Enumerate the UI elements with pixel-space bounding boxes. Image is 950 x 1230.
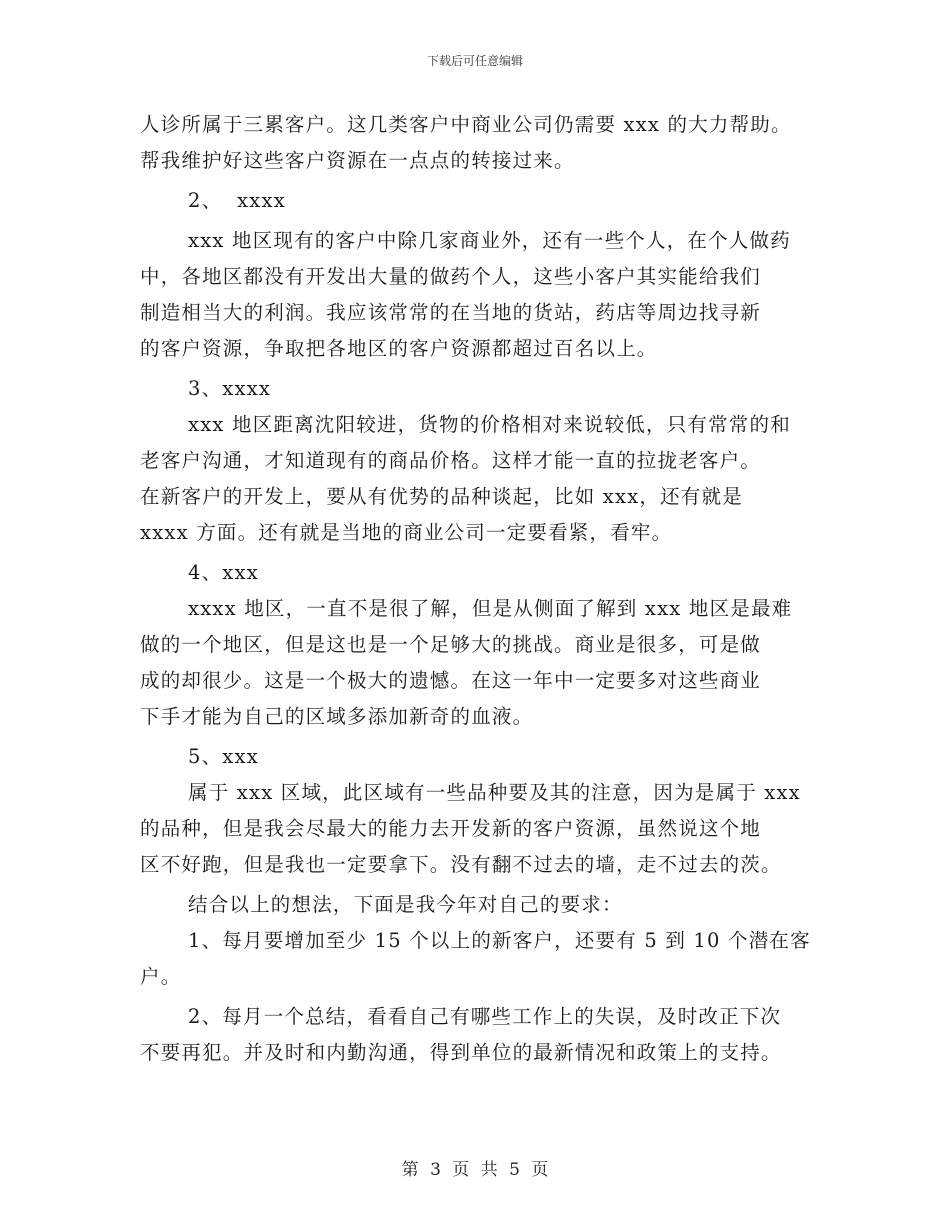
text-line: 人诊所属于三累客户。这几类客户中商业公司仍需要 xxx 的大力帮助。 bbox=[140, 113, 792, 136]
text-line: 1、每月要增加至少 15 个以上的新客户，还要有 5 到 10 个潜在客 bbox=[188, 929, 811, 952]
text-line: xxx 地区现有的客户中除几家商业外，还有一些个人，在个人做药 bbox=[188, 229, 791, 252]
text-line: 3、xxxx bbox=[188, 377, 272, 400]
text-line: xxxx 地区，一直不是很了解，但是从侧面了解到 xxx 地区是最难 bbox=[188, 597, 793, 620]
text-line: 老客户沟通，才知道现有的商品价格。这样才能一直的拉拢老客户。 bbox=[140, 449, 762, 472]
text-line: 属于 xxx 区域，此区域有一些品种要及其的注意，因为是属于 xxx bbox=[188, 781, 801, 804]
text-line: 2、 xxxx bbox=[188, 189, 286, 212]
text-line: 结合以上的想法，下面是我今年对自己的要求： bbox=[188, 893, 623, 916]
text-line: 制造相当大的利润。我应该常常的在当地的货站，药店等周边找寻新 bbox=[140, 301, 762, 324]
text-line: 的客户资源，争取把各地区的客户资源都超过百名以上。 bbox=[140, 337, 658, 360]
text-line: 的品种，但是我会尽最大的能力去开发新的客户资源，虽然说这个地 bbox=[140, 817, 762, 840]
text-line: 4、xxx bbox=[188, 561, 259, 584]
text-line: xxxx 方面。还有就是当地的商业公司一定要看紧，看牢。 bbox=[140, 521, 673, 544]
text-line: 帮我维护好这些客户资源在一点点的转接过来。 bbox=[140, 149, 575, 172]
text-line: 在新客户的开发上，要从有优势的品种谈起，比如 xxx，还有就是 bbox=[140, 485, 743, 508]
text-line: 不要再犯。并及时和内勤沟通，得到单位的最新情况和政策上的支持。 bbox=[140, 1041, 782, 1064]
text-line: 中，各地区都没有开发出大量的做药个人，这些小客户其实能给我们 bbox=[140, 265, 762, 288]
text-line: 区不好跑，但是我也一定要拿下。没有翻不过去的墙，走不过去的茨。 bbox=[140, 853, 782, 876]
page-number: 第 3 页 共 5 页 bbox=[401, 1160, 549, 1180]
text-line: 户。 bbox=[140, 965, 182, 988]
text-line: 做的一个地区，但是这也是一个足够大的挑战。商业是很多，可是做 bbox=[140, 633, 762, 656]
text-line: 下手才能为自己的区域多添加新奇的血液。 bbox=[140, 705, 534, 728]
page-header: 下载后可任意编辑 bbox=[426, 54, 523, 68]
text-line: 2、每月一个总结，看看自己有哪些工作上的失误，及时改正下次 bbox=[188, 1005, 782, 1028]
text-line: xxx 地区距离沈阳较进，货物的价格相对来说较低，只有常常的和 bbox=[188, 413, 791, 436]
text-line: 5、xxx bbox=[188, 745, 259, 768]
text-line: 成的却很少。这是一个极大的遗憾。在这一年中一定要多对这些商业 bbox=[140, 669, 762, 692]
